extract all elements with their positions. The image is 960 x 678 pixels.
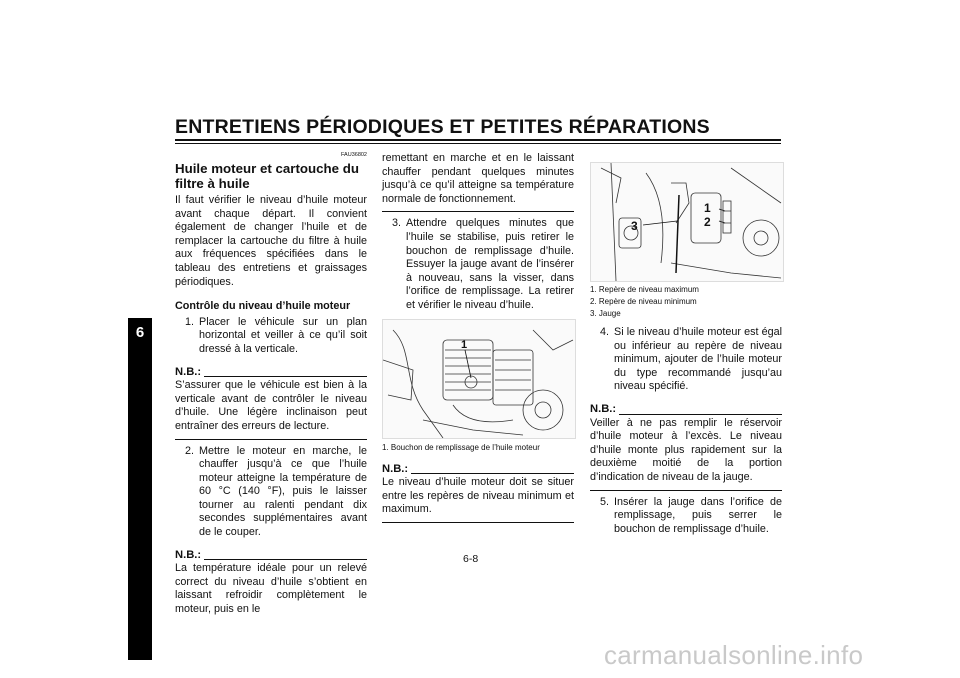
note-label: N.B.: — [175, 548, 202, 561]
figure-caption: 1. Bouchon de remplissage de l’huile moteur — [382, 442, 540, 452]
engine-oil-filler-figure — [382, 319, 576, 439]
note-header — [175, 366, 367, 380]
dipstick-figure — [590, 162, 784, 282]
figure-callout: 1 — [461, 338, 468, 351]
note-header — [382, 463, 574, 477]
figure-caption: 3. Jauge — [590, 309, 621, 318]
chapter-tab: 6 — [128, 318, 152, 660]
step-text: Mettre le moteur en marche, le chauffer jusqu’à ce que l’huile moteur atteigne la température de 60 °C (140 °F), puis le laisser tourner au ralenti pendant dix secondes supplémentaires avant de le couper. — [199, 444, 367, 539]
figure-callout: 1 — [704, 201, 711, 215]
figure-caption: 1. Repère de niveau maximum — [590, 285, 699, 294]
engine-illustration — [383, 320, 575, 438]
step-3 — [382, 217, 574, 312]
figure-callout: 3 — [631, 219, 638, 233]
watermark: carmanualsonline.info — [604, 640, 864, 670]
reference-code: FAU36802 — [341, 152, 367, 158]
step-number: 4. — [599, 326, 609, 338]
column-3 — [590, 152, 782, 536]
note-end-rule — [382, 211, 574, 212]
step-number: 3. — [391, 217, 401, 230]
step-number: 2. — [184, 444, 194, 457]
intro-paragraph: Il faut vérifier le niveau d’huile moteur avant chaque départ. Il convient également de changer l’huile et de remplacer la cartouche du filtre à huile aux fréquences spécifiées dans le tableau des entretiens et graissages périodiques. — [175, 194, 367, 288]
note-text: S’assurer que le véhicule est bien à la verticale avant de contrôler le niveau d’huile. Une légère inclinaison peut entraîner des erreurs de lecture. — [175, 379, 367, 432]
step-4 — [590, 326, 782, 394]
note-label: N.B.: — [175, 365, 202, 378]
figure-callout: 2 — [704, 215, 711, 229]
note-end-rule — [382, 522, 574, 523]
continued-text: remettant en marche et en le laissant chauffer pendant quelques minutes jusqu’à ce qu’il atteigne sa température normale de fonctionnement. — [382, 152, 574, 205]
step-number: 5. — [599, 495, 609, 508]
note-text: La température idéale pour un relevé correct du niveau d’huile s’obtient en laissant refroidir complètement le moteur, puis en le — [175, 562, 367, 616]
step-5 — [590, 496, 782, 537]
column-1 — [175, 152, 367, 617]
note-header — [590, 403, 782, 417]
note-text: Veiller à ne pas remplir le réservoir d’huile moteur à l’excès. Le niveau d’huile monte plus rapidement sur la deuxième moitié de la portion d’indication de niveau de la jauge. — [590, 416, 782, 483]
step-2 — [175, 445, 367, 540]
header-rule — [175, 139, 781, 141]
step-text: Insérer la jauge dans l’orifice de remplissage, puis serrer le bouchon de remplissage d’huile. — [614, 495, 782, 535]
note-label: N.B.: — [590, 402, 617, 415]
note-text: Le niveau d’huile moteur doit se situer entre les repères de niveau minimum et maximum. — [382, 476, 574, 516]
step-text: Attendre quelques minutes que l’huile se stabilise, puis retirer le bouchon de remplissage d’huile. Essuyer la jauge avant de l’insérer à nouveau, sans la visser, dans l’orifice de remplissage. La retirer et vérifier le niveau d’huile. — [406, 217, 574, 311]
header-rule-thin — [175, 143, 781, 144]
step-text: Placer le véhicule sur un plan horizontal et veiller à ce qu’il soit dressé à la verticale. — [199, 315, 367, 355]
page-number: 6-8 — [463, 553, 479, 565]
note-header — [175, 549, 367, 563]
note-label: N.B.: — [382, 462, 409, 475]
note-end-rule — [175, 439, 367, 440]
column-2 — [382, 152, 574, 528]
figure-caption: 2. Repère de niveau minimum — [590, 297, 697, 306]
subheading: Contrôle du niveau d’huile moteur — [175, 300, 351, 313]
step-1 — [175, 316, 367, 357]
page-header-title: ENTRETIENS PÉRIODIQUES ET PETITES RÉPARATIONS — [175, 116, 710, 138]
section-heading: Huile moteur et cartouche du filtre à huile — [175, 161, 359, 191]
step-text: Si le niveau d’huile moteur est égal ou inférieur au repère de niveau minimum, ajouter de l’huile moteur du type recommandé jusqu’au niveau spécifié. — [614, 326, 782, 393]
note-end-rule — [590, 490, 782, 491]
dipstick-illustration — [591, 163, 783, 281]
step-number: 1. — [184, 315, 194, 328]
